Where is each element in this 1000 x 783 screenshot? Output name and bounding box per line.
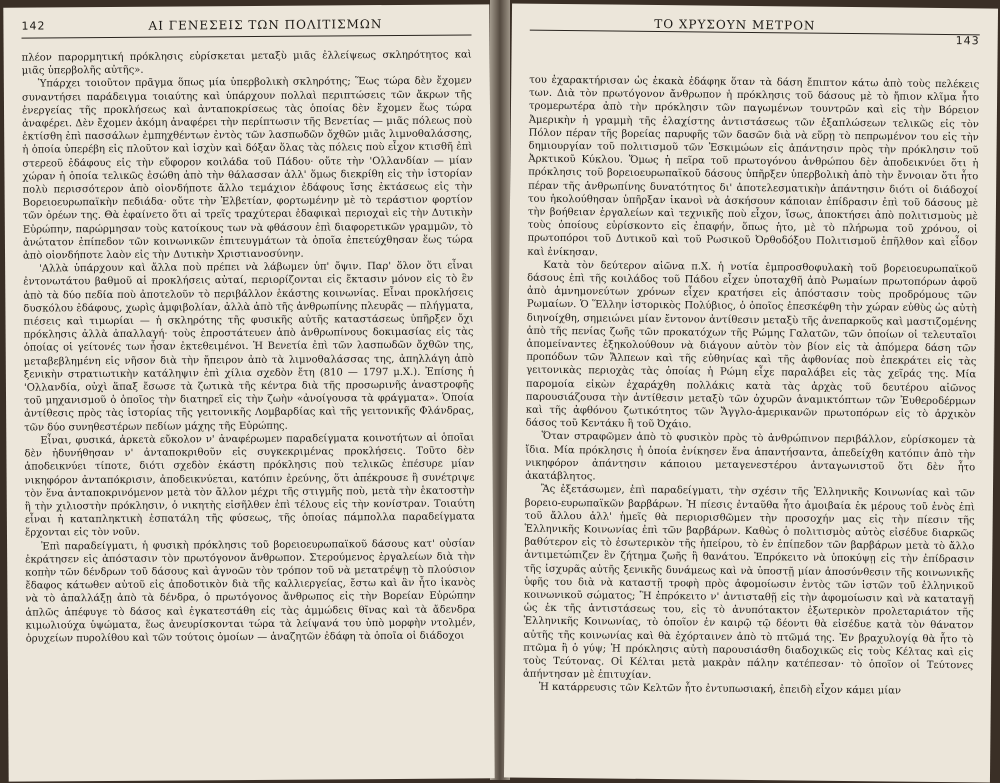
paragraph: Κατὰ τὸν δεύτερον αἰῶνα π.Χ. ἡ νοτία ἐμπροσθοφυλακὴ τοῦ βορειοευρωπαϊκοῦ δάσους ἐπὶ τῆς κοιλάδος τοῦ Πάδου εἶχεν ὑποταχθῆ ἀπὸ Ρωμαίων πρωτοπόρων ἀφοῦ ἀπὸ ἀμνημονεύτων χρόνων εἶχεν κρατήσει εἰς ἀπόστασιν τοὺς προδρόμους τῶν Ρωμαίων. Ὁ Ἕλλην ἱστορικὸς Πολύβιος, ὁ ὁποῖος ἐπεσκέφθη τὴν χώραν εὐθὺς ὡς αὐτὴ διηνοίχθη, σημειώνει μίαν ἔντονον ἀντίθεσιν μεταξὺ τῆς ἀνεπαρκοῦς καὶ μαστιζομένης ἀπὸ τῆς πενίας ζωῆς τῶν προκατόχων τῆς Ρώμης Γαλατῶν, τῶν ὁποίων οἱ τελευταῖοι ἀπομείναντες ἐξηκολούθουν νὰ διάγουν αὐτὸν τὸν βίον εἰς τὰ ἀπόμερα δάση τῶν προπόδων τῶν Ἄλπεων καὶ τῆς εὐθηνίας καὶ τῆς ἀφθονίας ποὺ ἐπεκράτει εἰς τὰς γειτονικὰς περιοχὰς τὰς ὁποίας ἡ Ρώμη εἶχε παραλάβει εἰς τὰς χεῖράς της. Μία παρομοία εἰκὼν ἐχαράχθη πολλάκις κατὰ τὰς ἀρχὰς τοῦ δευτέρου αἰῶνος παρουσιάζουσα τὴν ἀντίθεσιν μεταξὺ τῶν ὀχυρῶν ἀναμικτόπτων τῶν Ἐυθεροδέρμων καὶ τῆς ἀφθόνου ζωτικότητος τῶν Ἄγγλο-ἀμερικανῶν πρωτοπόρων εἰς τὸ ἀρχικὸν δάσος τοῦ Κεντάκυ ἢ τοῦ Ὀχάιο. [525, 259, 978, 431]
left-running-head [21, 16, 471, 45]
header-rule [22, 34, 472, 38]
running-head-title: ΤΟ ΧΡΥΣΟΥΝ ΜΕΤΡΟΝ [654, 16, 816, 33]
right-running-head [530, 16, 980, 47]
running-head-title: ΑΙ ΓΕΝΕΣΕΙΣ ΤΩΝ ΠΟΛΙΤΙΣΜΩΝ [148, 17, 383, 33]
right-page [504, 3, 998, 782]
right-page-text [523, 74, 979, 699]
page-number: 143 [955, 34, 980, 48]
paragraph: Ἂς ἐξετάσωμεν, ἐπὶ παραδείγματι, τὴν σχέσιν τῆς Ἑλληνικῆς Κοινωνίας καὶ τῶν βορειο-ευρωπαϊκῶν βαρβάρων. Ἡ πίεσις ἐνταῦθα ἦτο ἀμοιβαία ἐκ μέρους τοῦ ἑνὸς ἐπὶ τοῦ ἄλλου ἀλλ' ἡμεῖς θὰ περιορισθῶμεν τὴν προσοχήν μας εἰς τὴν πίεσιν τῆς Ἑλληνικῆς Κοινωνίας ἐπὶ τῶν βαρβάρων. Καθὼς ὁ πολιτισμὸς αὐτὸς εἰσέδυε διαρκῶς βαθύτερον εἰς τὸ ἐσωτερικὸν τῆς ἠπείρου, τὸ ἐν ἐπίπεδον τῶν βαρβάρων μετὰ τὸ ἄλλο ἀντιμετώπιζεν ἓν ζήτημα ζωῆς ἢ θανάτου. Ἐπρόκειτο νὰ ὑποκύψῃ εἰς τὴν ἐπίδρασιν τῆς ἰσχυρᾶς αὐτῆς ξενικῆς δυνάμεως καὶ νὰ ὑποστῇ μίαν ἀποσύνθεσιν τῆς κοινωνικῆς ὑφῆς του διὰ νὰ καταστῇ τροφὴ πρὸς ἀφομοίωσιν ἐντὸς τῶν ἱστῶν τοῦ ἑλληνικοῦ κοινωνικοῦ σώματος; Ἢ ἐπρόκειτο ν' ἀντισταθῇ εἰς τὴν ἀφομοίωσιν καὶ νὰ καταταγῇ ὡς ἐκ τῆς ἀντιστάσεως του, εἰς τὸ ἀνυπότακτον ἐξωτερικὸν προλεταριάτον τῆς Ἑλληνικῆς Κοινωνίας, τὸ ὁποῖον ἐν καιρῷ τῷ δέοντι θὰ εἰσέδυε κατὰ τὸν θάνατον αὐτῆς τῆς κοινωνίας καὶ θὰ ἐχόρταινεν ἀπὸ τὸ πτῶμά της. Ἐν βραχυλογίᾳ θὰ ἦτο τὸ πτῶμα ἢ ὁ γύψ; Ἡ πρόκλησις αὐτὴ παρουσιάσθη διαδοχικῶς εἰς τοὺς Κέλτας καὶ εἰς τοὺς Τεύτονας. Οἱ Κέλται μετὰ μακρὰν πάλην κατέπεσαν· τὸ ὁποῖον οἱ Τεύτονες ἀπήντησαν μὲ ἐπιτυχίαν. [522, 484, 976, 682]
paragraph: του ἐχαρακτήρισαν ὡς ἐκακὰ ἐδάφηκ ὅταν τὰ δάση ἔπιπτον κάτω ἀπὸ τοὺς πελέκεις των. Διὰ τὸν πρωτόγονον ἄνθρωπον ἡ πρόκλησις τοῦ δάσους μὲ τὸ ἤπιον κλῖμα ἦτο τρομερωτέρα ἀπὸ τὴν πρόκλησιν τῶν παγωμένων τουντρῶν καὶ εἰς τὴν Βόρειον Ἀμερικὴν ἡ γραμμὴ τῆς ἐλαχίστης ἀντιστάσεως τῶν ἐξαπλώσεων τελικῶς εἰς τὸν Πόλον πέραν τῆς βορείας παρυφῆς τῶν δασῶν διὰ νὰ εὕρῃ τὸ πεπρωμένον του εἰς τὴν δημιουργίαν τοῦ πολιτισμοῦ τῶν Ἐσκιμώων εἰς ἀπάντησιν πρὸς τὴν πρόκλησιν τοῦ Ἀρκτικοῦ Κύκλου. Ὅμως ἡ πεῖρα τοῦ πρωτογόνου ἀνθρώπου δὲν ἀποδεικνύει ὅτι ἡ πρόκλησις τοῦ βορειοευρωπαϊκοῦ δάσους ὑπῆρξεν ὑπερβολικὴ ἀπὸ τὴν ἔννοιαν ὅτι ἦτο πέραν τῆς ἀνθρωπίνης δυνατότητος δι' ἀποτελεσματικὴν ἀπάντησιν διότι οἱ διάδοχοί του ἠκολούθησαν ὑπῆρξαν ἱκανοὶ νὰ ἀσκήσουν κάποιαν ἐπίδρασιν ἐπὶ τοῦ δάσους μὲ τὴν βοήθειαν ἐργαλείων καὶ τεχνικῆς ποὺ εἶχον, ἴσως, ἀποκτήσει ἀπὸ πολιτισμοὺς μὲ τοὺς ὁποίους εὑρίσκοντο εἰς ἐπαφήν, ὅπως ἡτο, μὲ τὸ πλήρωμα τοῦ χρόνου, οἱ πρωτοπόροι τοῦ Δυτικοῦ καὶ τοῦ Ρωσικοῦ Ὀρθοδόξου Πολιτισμοῦ ἐπῆλθον καὶ εἶδον καὶ ἐνίκησαν. [527, 74, 980, 259]
paragraph: Ἡ κατάρρευσις τῶν Κελτῶν ἦτο ἐντυπωσιακή, ἐπειδὴ εἶχον κάμει μίαν [538, 682, 902, 697]
left-page-text [22, 48, 476, 645]
page-number: 142 [21, 19, 46, 33]
left-page [3, 4, 494, 781]
paragraph: Ὅταν στραφῶμεν ἀπὸ τὸ φυσικὸν πρὸς τὸ ἀνθρώπινον περιβάλλον, εὑρίσκομεν τὰ ἴδια. Μία πρόκλησις ἡ ὁποία ἐνίκησεν ἕνα ἀπαντήσαντα, ἀπεδείχθη κατόπιν ἀπὸ τὴν νικηφόρον ἀπάντησιν κάποιου μεταγενεστέρου ἀνταγωνιστοῦ ὅτι δὲν ἦτο ἀκατάβλητος. [525, 431, 976, 483]
paragraph: Εἶναι, φυσικά, ἀρκετὰ εὔκολον ν' ἀναφέρωμεν παραδείγματα κοινοτήτων αἱ ὁποῖαι δὲν ἠδυνήθησαν ν' ἀνταποκριθοῦν εἰς συγκεκριμένας προκλήσεις. Τοῦτο δὲν ἀποδεικνύει τίποτε, διότι σχεδὸν ἑκάστη πρόκλησις ποὺ τελικῶς ἐπέσυρε μίαν νικηφόρον ἀνταπόκρισιν, ἀποδεικνύεται, κατόπιν ἐρεύνης, ὅτι ἀπέκρουσε ἢ συνέτριψε τὸν ἕνα ἀνταποκρινόμενον μετὰ τὸν ἄλλον μέχρι τῆς στιγμῆς ποὺ, μετὰ τὴν ἑκατοστὴν ἢ τὴν χιλιοστὴν πρόκλησιν, ὁ νικητὴς εἰσῆλθεν ἐπὶ τέλους εἰς τὴν κονίστραν. Τοιαύτη εἶναι ἡ καταπληκτικὴ ἐσπατάλη τῆς φύσεως, τῆς ὁποίας πάμπολλα παραδείγματα ἔρχονται εἰς τὸν νοῦν. [24, 432, 475, 539]
paragraph: Ὑπάρχει τοιοῦτον πρᾶγμα ὅπως μία ὑπερβολικὴ σκληρότης; Ἕως τώρα δὲν ἔχομεν συναντήσει παράδειγμα τοιαύτης καὶ ὑπάρχουν πολλαὶ περιπτώσεις τῶν ἄκρων τῆς ἐνεργείας τῆς προκλήσεως καὶ ἀνταποκρίσεως τὰς ὁποίας δὲν ἔχομεν ἕως τώρα ἀναφέρει. Δὲν ἔχομεν ἀκόμη ἀναφέρει τὴν περίπτωσιν τῆς Βενετίας — μιᾶς πόλεως ποὺ ἐκτίσθη ἐπὶ πασσάλων ἐμπηχθέντων ἐντὸς τῶν λασπωδῶν ὄχθῶν μιᾶς λιμνοθαλάσσης, ἡ ὁποία ὑπερέβη εἰς πλοῦτον καὶ ἰσχὺν καὶ δόξαν ὅλας τὰς πόλεις ποὺ εἶχον κτισθῆ ἐπὶ στερεοῦ ἐδάφους εἰς τὴν εὔφορον κοιλάδα τοῦ Πάδου· οὔτε τὴν 'Ολλανδίαν — μίαν χώραν ἡ ὁποία τελικῶς ἐσώθη ἀπὸ τὴν θάλασσαν ἀλλ' ὅμως διεκρίθη εἰς τὴν ἱστορίαν πολὺ περισσότερον ἀπὸ οἱονδήποτε ἄλλο τεμάχιον ἐδάφους ἴσης ἐκτάσεως εἰς τὴν Βορειοευρωπαϊκὴν πεδιάδα· οὔτε τὴν Ἑλβετίαν, φορτωμένην μὲ τὸ τεράστιον φορτίον τῶν ὀρέων της. Θὰ ἐφαίνετο ὅτι αἱ τρεῖς τραχύτεραι ἐδαφικαὶ περιοχαὶ εἰς τὴν Δυτικὴν Εὐρώπην, παρώρμησαν τοὺς κατοίκους των νὰ φθάσουν ἐπὶ διαφορετικῶν γραμμῶν, τὸ ἀνώτατον ἐπίπεδον τῶν κοινωνικῶν ἐπιτευγμάτων τὰ ὁποῖα ἐπετεύχθησαν ἕως τώρα ἀπὸ οἱονδήποτε λαὸν εἰς τὴν Δυτικὴν Χριστιανοσύνην. [21, 75, 473, 262]
paragraph: Ἐπὶ παραδείγματι, ἡ φυσικὴ πρόκλησις τοῦ βορειοευρωπαϊκοῦ δάσους κατ' οὐσίαν ἐκράτησεν εἰς ἀπόστασιν τὸν πρωτόγονον ἄνθρωπον. Στερούμενος ἐργαλείων διὰ τὴν κοπὴν τῶν δένδρων τοῦ δάσους καὶ ἀγνοῶν τὸν τρόπον τοῦ νὰ μετατρέψῃ τὸ πλούσιον ἔδαφος κάτωθεν αὐτοῦ εἰς ἀποδοτικὸν διὰ τῆς καλλιεργείας, ἔστω καὶ ἂν ἦτο ἱκανὸς νὰ τὸ ἀπαλλάξῃ ἀπὸ τὰ δένδρα, ὁ πρωτόγονος ἄνθρωπος εἰς τὴν Βορείαν Εὐρώπην ἁπλῶς ἀπέφυγε τὸ δάσος καὶ ἐγκατεστάθη εἰς τὰς ἀμμώδεις θῖνας καὶ τὰ ἄδενδρα κιμωλιούχα ὑψώματα, ἕως ἀνευρίσκονται τώρα τὰ λείψανά του ὑπὸ μορφὴν ντολμέν, ὀρυχείων πυρολίθου καὶ τῶν τούτοις ὁμοίων — ἀναζητῶν ἐδάφη τὰ ὁποῖα οἱ διάδοχοι [25, 537, 476, 645]
paragraph: 'Αλλὰ ὑπάρχουν καὶ ἄλλα ποὺ πρέπει νὰ λάβωμεν ὑπ' ὄψιν. Παρ' ὅλον ὅτι εἶναι ἐντονωτάτου βαθμοῦ αἱ προκλήσεις αὐταί, περιορίζονται εἰς ἔκτασιν μόνον εἰς τὸ ἓν ἀπὸ τὰ δύο πεδία ποὺ ἀποτελοῦν τὸ περιβάλλον ἑκάστης κοινωνίας. Εἶναι προκλήσεις δυσκόλου ἐδάφους, χωρὶς ἀμφιβολίαν, ἀλλὰ ἀπὸ τῆς ἀνθρωπίνης πλευρᾶς — πλήγματα, πιέσεις καὶ τιμωρίαι — ἡ σκληρότης τῆς φυσικῆς αὐτῆς καταστάσεως ὑπῆρξεν ὄχι πρόκλησις ἀλλὰ ἀπαλλαγή· τοὺς ἐπροστάτευεν ἀπὸ ἀνθρωπίνους δοκιμασίας εἰς τὰς ὁποίας οἱ γείτονές των ἦσαν ἐκτεθειμένοι. Ἡ Βενετία ἐπὶ τῶν λασπωδῶν ὄχθῶν της, μεταβεβλημένη εἰς νῆσον διὰ τὴν ἤπειρον ἀπὸ τὰ λιμνοθαλάσσας της, ἀπηλλάγη ἀπὸ ξενικὴν στρατιωτικὴν κατάληψιν ἐπὶ χίλια σχεδὸν ἔτη (810 — 1797 μ.Χ.). Ἐπίσης ἡ 'Ολλανδία, οὐχὶ ἅπαξ ἔσωσε τὰ ζωτικὰ τῆς κέντρα διὰ τῆς προσωρινῆς ἀναστροφῆς τοῦ μηχανισμοῦ ὁ ὁποῖος τὴν διατηρεῖ εἰς τὴν ζωὴν «ἀνοίγουσα τὰ φράγματα». Ὁποία ἀντίθεσις πρὸς τὰς ἱστορίας τῆς γειτονικῆς Λομβαρδίας καὶ τῆς γειτονικῆς Φλάνδρας, τῶν δύο συνηθεστέρων πεδίων μάχης τῆς Εὐρώπης. [23, 260, 475, 434]
paragraph: πλέον παρορμητική πρόκλησις εὑρίσκεται μεταξὺ μιᾶς ἐλλείψεως σκληρότητος καὶ μιᾶς ὑπερβολῆς αὐτῆς». [21, 49, 472, 77]
